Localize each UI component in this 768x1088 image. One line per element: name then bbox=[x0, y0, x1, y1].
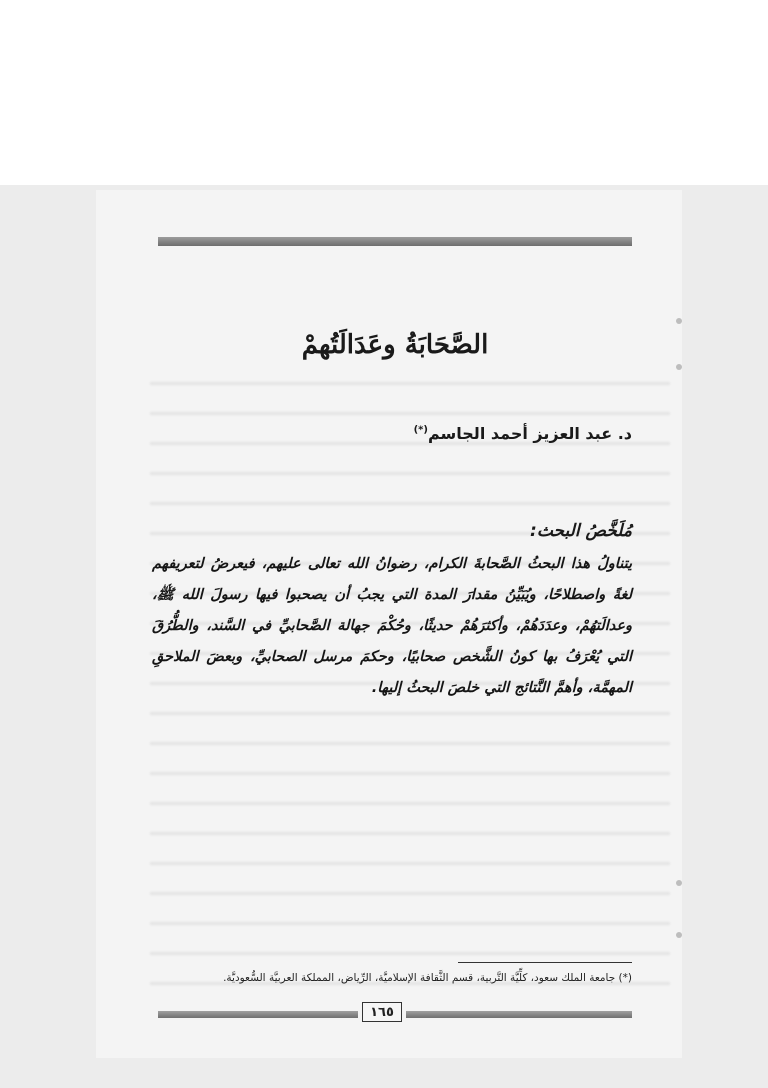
footer-rule-right bbox=[406, 1011, 632, 1018]
author-line bbox=[414, 424, 632, 443]
page-number: ١٦٥ bbox=[362, 1002, 402, 1022]
binding-hole bbox=[676, 880, 682, 886]
binding-hole bbox=[676, 318, 682, 324]
header-rule bbox=[158, 237, 632, 246]
abstract-body: يتناولُ هذا البحثُ الصَّحابةَ الكرام، رضوانُ الله تعالى عليهم، فيعرضُ لتعريفهم لغةً واصطلاحًا، ويُبَيِّنُ مقدارَ المدة التي يجبُ أن يصحبوا فيها رسولَ الله ﷺ، وعدالَتهُمْ، وعدَدَهُمْ، وأكثرَهُمْ حديثًا، وحُكْمَ جهالة الصَّحابيِّ في السَّند، والطُّرُقَ التي يُعْرَفُ بها كونُ الشَّخص صحابيًا، وحكمَ مرسل الصحابيِّ، وبعضَ الملاحقِ المهمَّة، وأهمَّ النَّتائج التي خلصَ البحثُ إليها. bbox=[152, 556, 632, 696]
footnote: (*) جامعة الملك سعود، كلِّيَّة التَّربية، قسم الثَّقافة الإسلاميَّة، الرِّياض، المملكة العربيَّة السُّعوديَّة. bbox=[223, 972, 632, 984]
author-footnote-marker: (*) bbox=[413, 424, 428, 436]
binding-hole bbox=[676, 364, 682, 370]
footer-rule-left bbox=[158, 1011, 358, 1018]
footnote-rule bbox=[458, 962, 632, 963]
article-title: الصَّحَابَةُ وعَدَالَتُهمْ bbox=[301, 330, 489, 360]
binding-hole bbox=[676, 932, 682, 938]
abstract-heading: مُلَخَّصُ البحث: bbox=[530, 521, 632, 541]
author-name: د. عبد العزيز أحمد الجاسم bbox=[427, 424, 632, 443]
